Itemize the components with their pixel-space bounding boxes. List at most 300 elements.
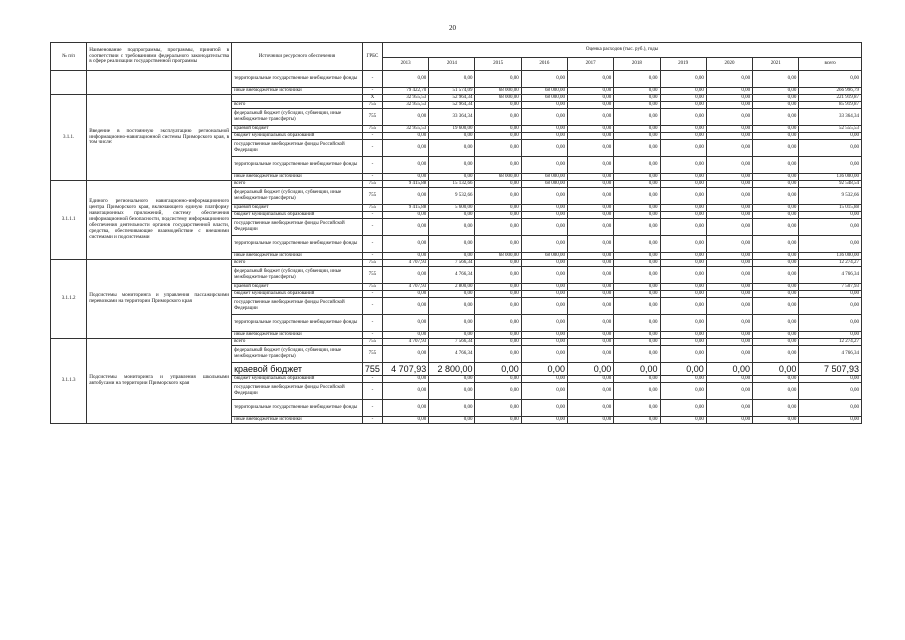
amount-cell: 0,00: [521, 346, 567, 363]
amount-cell: 0,00: [660, 188, 706, 205]
amount-cell: 0,00: [429, 71, 475, 88]
amount-cell: 0,00: [706, 260, 752, 267]
amount-cell: 0,00: [382, 417, 428, 424]
amount-cell: 0,00: [382, 383, 428, 400]
page-number: 20: [449, 24, 456, 32]
amount-cell: 0,00: [568, 212, 614, 219]
amount-cell: 0,00: [429, 157, 475, 174]
amount-cell: 0,00: [382, 298, 428, 315]
amount-cell: 0,00: [429, 400, 475, 417]
amount-cell: 0,00: [614, 95, 660, 102]
amount-cell: 0,00: [706, 140, 752, 157]
amount-cell: 0,00: [568, 102, 614, 109]
amount-cell: 0,00: [521, 383, 567, 400]
amount-cell: 68 000,00: [475, 88, 521, 95]
amount-cell: 0,00: [753, 109, 799, 126]
grbs-code: 755: [362, 181, 382, 188]
amount-cell: 0,00: [521, 339, 567, 346]
amount-cell: 0,00: [706, 400, 752, 417]
amount-cell: 0,00: [706, 346, 752, 363]
funding-source: краевой бюджет: [232, 363, 363, 376]
amount-cell: 0,00: [753, 291, 799, 298]
amount-cell: 7 507,93: [799, 363, 862, 376]
program-name: Единого регионального навигационно-информационного центра Приморского края, включающего единую платформу навигационных приложений, систему обеспечения информационной безопасности, подсистему информационного обеспечения деятельности органов государственной власти, средства, обеспечивающие взаимодействие с внешними системами и подсистемами: [87, 181, 232, 260]
amount-cell: 0,00: [568, 298, 614, 315]
amount-cell: 0,00: [475, 236, 521, 253]
funding-source: территориальные государственные внебюджетные фонды: [232, 400, 363, 417]
amount-cell: 0,00: [475, 284, 521, 291]
funding-source: иные внебюджетные источники: [232, 253, 363, 260]
amount-cell: 0,00: [568, 291, 614, 298]
amount-cell: 0,00: [706, 383, 752, 400]
amount-cell: 0,00: [475, 102, 521, 109]
amount-cell: 0,00: [568, 260, 614, 267]
amount-cell: 0,00: [753, 298, 799, 315]
amount-cell: 0,00: [475, 315, 521, 332]
amount-cell: 0,00: [382, 109, 428, 126]
amount-cell: 0,00: [568, 315, 614, 332]
amount-cell: 0,00: [475, 417, 521, 424]
amount-cell: 0,00: [382, 253, 428, 260]
amount-cell: 0,00: [521, 109, 567, 126]
amount-cell: 136 000,00: [799, 253, 862, 260]
amount-cell: 0,00: [706, 109, 752, 126]
amount-cell: 0,00: [799, 157, 862, 174]
amount-cell: 32 955,53: [382, 102, 428, 109]
funding-source: всего: [232, 102, 363, 109]
amount-cell: 7 566,34: [429, 260, 475, 267]
table-row: [51, 71, 862, 88]
amount-cell: 136 000,00: [799, 174, 862, 181]
amount-cell: 0,00: [475, 298, 521, 315]
grbs-code: -: [362, 157, 382, 174]
amount-cell: 4 707,93: [382, 363, 428, 376]
grbs-code: 755: [362, 363, 382, 376]
grbs-code: -: [362, 291, 382, 298]
grbs-code: -: [362, 174, 382, 181]
amount-cell: 9 532,66: [799, 188, 862, 205]
funding-source: государственные внебюджетные фонды Российской Федерации: [232, 298, 363, 315]
row-number: 3.1.1.2: [51, 260, 87, 339]
amount-cell: 0,00: [475, 363, 521, 376]
amount-cell: 0,00: [568, 284, 614, 291]
amount-cell: 0,00: [799, 291, 862, 298]
amount-cell: 0,00: [521, 102, 567, 109]
grbs-code: -: [362, 298, 382, 315]
header-year: 2014: [429, 58, 475, 71]
amount-cell: 0,00: [475, 212, 521, 219]
amount-cell: 12 274,27: [799, 260, 862, 267]
amount-cell: 0,00: [568, 417, 614, 424]
amount-cell: 0,00: [660, 236, 706, 253]
amount-cell: 0,00: [706, 71, 752, 88]
amount-cell: 0,00: [660, 219, 706, 236]
amount-cell: 2 800,00: [429, 363, 475, 376]
funding-source: иные внебюджетные источники: [232, 88, 363, 95]
amount-cell: 4 766,34: [799, 346, 862, 363]
grbs-code: -: [362, 71, 382, 88]
amount-cell: 4 766,34: [429, 346, 475, 363]
amount-cell: 0,00: [660, 95, 706, 102]
amount-cell: 52 964,34: [429, 95, 475, 102]
grbs-code: 755: [362, 284, 382, 291]
amount-cell: 0,00: [521, 188, 567, 205]
grbs-code: -: [362, 383, 382, 400]
funding-source: территориальные государственные внебюджетные фонды: [232, 157, 363, 174]
amount-cell: 0,00: [568, 174, 614, 181]
amount-cell: 0,00: [706, 188, 752, 205]
grbs-code: 755: [362, 102, 382, 109]
table-row: [51, 260, 862, 267]
grbs-code: -: [362, 332, 382, 339]
header-source: Источники ресурсного обеспечения: [232, 43, 363, 71]
amount-cell: 7 507,93: [799, 284, 862, 291]
amount-cell: 0,00: [799, 140, 862, 157]
amount-cell: 0,00: [568, 332, 614, 339]
amount-cell: 0,00: [799, 332, 862, 339]
amount-cell: 0,00: [614, 140, 660, 157]
amount-cell: 0,00: [660, 174, 706, 181]
amount-cell: 0,00: [706, 88, 752, 95]
amount-cell: 0,00: [382, 157, 428, 174]
amount-cell: 0,00: [568, 126, 614, 133]
amount-cell: 4 766,34: [799, 267, 862, 284]
amount-cell: 0,00: [660, 315, 706, 332]
amount-cell: 0,00: [799, 212, 862, 219]
amount-cell: 0,00: [382, 133, 428, 140]
amount-cell: 0,00: [382, 400, 428, 417]
amount-cell: 0,00: [521, 212, 567, 219]
amount-cell: 0,00: [429, 253, 475, 260]
funding-source: иные внебюджетные источники: [232, 174, 363, 181]
amount-cell: 0,00: [475, 376, 521, 383]
amount-cell: 0,00: [475, 126, 521, 133]
header-grbs: ГРБС: [362, 43, 382, 71]
amount-cell: 0,00: [521, 126, 567, 133]
amount-cell: 0,00: [660, 363, 706, 376]
amount-cell: 0,00: [753, 339, 799, 346]
amount-cell: 0,00: [753, 205, 799, 212]
amount-cell: 0,00: [614, 291, 660, 298]
amount-cell: 0,00: [706, 236, 752, 253]
amount-cell: 5 600,00: [429, 205, 475, 212]
amount-cell: 0,00: [753, 140, 799, 157]
amount-cell: 0,00: [614, 205, 660, 212]
amount-cell: 0,00: [475, 332, 521, 339]
amount-cell: 0,00: [475, 71, 521, 88]
amount-cell: 0,00: [521, 133, 567, 140]
row-number: 3.1.1.1: [51, 181, 87, 260]
amount-cell: 0,00: [799, 383, 862, 400]
amount-cell: 0,00: [753, 332, 799, 339]
amount-cell: 0,00: [706, 133, 752, 140]
amount-cell: 0,00: [475, 205, 521, 212]
amount-cell: 0,00: [614, 315, 660, 332]
amount-cell: 0,00: [568, 400, 614, 417]
amount-cell: 0,00: [660, 284, 706, 291]
amount-cell: 0,00: [799, 298, 862, 315]
amount-cell: 0,00: [614, 109, 660, 126]
amount-cell: 0,00: [706, 95, 752, 102]
amount-cell: 0,00: [660, 267, 706, 284]
amount-cell: 0,00: [614, 133, 660, 140]
grbs-code: 755: [362, 346, 382, 363]
row-number: 3.1.1.3: [51, 339, 87, 424]
amount-cell: 0,00: [706, 181, 752, 188]
amount-cell: 0,00: [706, 291, 752, 298]
amount-cell: 0,00: [706, 102, 752, 109]
amount-cell: 0,00: [614, 298, 660, 315]
amount-cell: 0,00: [614, 417, 660, 424]
amount-cell: 0,00: [799, 133, 862, 140]
amount-cell: 0,00: [706, 126, 752, 133]
amount-cell: 0,00: [799, 236, 862, 253]
amount-cell: 0,00: [475, 267, 521, 284]
amount-cell: 0,00: [521, 315, 567, 332]
amount-cell: 0,00: [706, 417, 752, 424]
amount-cell: 2 800,00: [429, 284, 475, 291]
funding-source: краевой бюджет: [232, 284, 363, 291]
amount-cell: 0,00: [753, 417, 799, 424]
amount-cell: 0,00: [614, 363, 660, 376]
row-number: [51, 71, 87, 95]
amount-cell: 0,00: [568, 95, 614, 102]
amount-cell: 0,00: [521, 140, 567, 157]
amount-cell: 0,00: [475, 291, 521, 298]
amount-cell: 0,00: [429, 376, 475, 383]
amount-cell: 0,00: [475, 109, 521, 126]
amount-cell: 0,00: [660, 417, 706, 424]
amount-cell: 0,00: [475, 140, 521, 157]
amount-cell: 0,00: [568, 383, 614, 400]
amount-cell: 0,00: [753, 133, 799, 140]
funding-source: бюджет муниципальных образований: [232, 376, 363, 383]
amount-cell: 0,00: [660, 346, 706, 363]
header-year: 2020: [706, 58, 752, 71]
amount-cell: 0,00: [429, 383, 475, 400]
amount-cell: 0,00: [382, 212, 428, 219]
funding-source: бюджет муниципальных образований: [232, 291, 363, 298]
amount-cell: 0,00: [475, 219, 521, 236]
amount-cell: 0,00: [614, 267, 660, 284]
grbs-code: 755: [362, 260, 382, 267]
amount-cell: 79 422,70: [382, 88, 428, 95]
amount-cell: 0,00: [706, 363, 752, 376]
grbs-code: 755: [362, 267, 382, 284]
amount-cell: 4 766,34: [429, 267, 475, 284]
amount-cell: 0,00: [753, 284, 799, 291]
amount-cell: 33 364,34: [429, 109, 475, 126]
amount-cell: 0,00: [660, 298, 706, 315]
amount-cell: 0,00: [660, 205, 706, 212]
amount-cell: 15 015,88: [799, 205, 862, 212]
amount-cell: 0,00: [382, 376, 428, 383]
amount-cell: 0,00: [429, 236, 475, 253]
header-year: 2013: [382, 58, 428, 71]
amount-cell: 0,00: [660, 71, 706, 88]
amount-cell: 0,00: [753, 95, 799, 102]
amount-cell: 0,00: [753, 400, 799, 417]
amount-cell: 0,00: [382, 315, 428, 332]
amount-cell: 32 955,53: [382, 95, 428, 102]
amount-cell: 0,00: [660, 140, 706, 157]
amount-cell: 0,00: [614, 376, 660, 383]
amount-cell: 0,00: [753, 212, 799, 219]
amount-cell: 68 000,00: [521, 253, 567, 260]
amount-cell: 9 532,66: [429, 188, 475, 205]
amount-cell: 0,00: [753, 376, 799, 383]
amount-cell: 0,00: [521, 400, 567, 417]
amount-cell: 0,00: [382, 332, 428, 339]
amount-cell: 0,00: [753, 267, 799, 284]
amount-cell: 0,00: [706, 298, 752, 315]
amount-cell: 9 415,88: [382, 181, 428, 188]
amount-cell: 0,00: [521, 71, 567, 88]
amount-cell: 92 548,54: [799, 181, 862, 188]
amount-cell: 0,00: [614, 71, 660, 88]
amount-cell: 0,00: [614, 236, 660, 253]
amount-cell: 0,00: [660, 102, 706, 109]
amount-cell: 68 000,00: [475, 174, 521, 181]
amount-cell: 0,00: [753, 363, 799, 376]
funding-source: федеральный бюджет (субсидии, субвенции, иные межбюджетные трансферты): [232, 346, 363, 363]
amount-cell: 68 000,00: [475, 253, 521, 260]
amount-cell: 0,00: [660, 181, 706, 188]
amount-cell: 0,00: [568, 253, 614, 260]
amount-cell: 0,00: [660, 126, 706, 133]
funding-source: государственные внебюджетные фонды Российской Федерации: [232, 140, 363, 157]
amount-cell: 0,00: [614, 188, 660, 205]
amount-cell: 0,00: [475, 181, 521, 188]
amount-cell: 0,00: [475, 339, 521, 346]
amount-cell: 4 707,93: [382, 339, 428, 346]
amount-cell: 0,00: [429, 298, 475, 315]
amount-cell: 0,00: [475, 133, 521, 140]
amount-cell: 0,00: [382, 267, 428, 284]
amount-cell: 9 415,88: [382, 205, 428, 212]
header-year: 2018: [614, 58, 660, 71]
amount-cell: 68 000,00: [475, 95, 521, 102]
amount-cell: 0,00: [475, 260, 521, 267]
amount-cell: 7 566,34: [429, 339, 475, 346]
amount-cell: 0,00: [753, 102, 799, 109]
row-number: 3.1.1.: [51, 95, 87, 181]
funding-source: территориальные государственные внебюджетные фонды: [232, 236, 363, 253]
table-row: [51, 339, 862, 346]
funding-source: федеральный бюджет (субсидии, субвенции, иные межбюджетные трансферты): [232, 188, 363, 205]
funding-source: федеральный бюджет (субсидии, субвенции, иные межбюджетные трансферты): [232, 109, 363, 126]
amount-cell: 0,00: [660, 383, 706, 400]
amount-cell: 51 574,09: [429, 88, 475, 95]
amount-cell: 0,00: [521, 363, 567, 376]
amount-cell: 0,00: [429, 219, 475, 236]
header-year: 2019: [660, 58, 706, 71]
amount-cell: 0,00: [660, 157, 706, 174]
amount-cell: 0,00: [799, 376, 862, 383]
amount-cell: 0,00: [614, 400, 660, 417]
amount-cell: 0,00: [660, 88, 706, 95]
amount-cell: 0,00: [614, 383, 660, 400]
header-year: всего: [799, 58, 862, 71]
amount-cell: 0,00: [429, 174, 475, 181]
amount-cell: 4 707,93: [382, 284, 428, 291]
amount-cell: 68 000,00: [521, 95, 567, 102]
amount-cell: 0,00: [475, 188, 521, 205]
amount-cell: 0,00: [660, 400, 706, 417]
funding-source: всего: [232, 181, 363, 188]
amount-cell: 0,00: [568, 363, 614, 376]
amount-cell: 0,00: [660, 332, 706, 339]
amount-cell: 0,00: [568, 346, 614, 363]
amount-cell: 0,00: [521, 376, 567, 383]
amount-cell: 0,00: [753, 71, 799, 88]
grbs-code: 755: [362, 109, 382, 126]
funding-source: иные внебюджетные источники: [232, 417, 363, 424]
amount-cell: 0,00: [614, 88, 660, 95]
grbs-code: -: [362, 400, 382, 417]
amount-cell: 0,00: [429, 140, 475, 157]
amount-cell: 0,00: [614, 181, 660, 188]
amount-cell: 0,00: [568, 88, 614, 95]
amount-cell: 0,00: [568, 140, 614, 157]
amount-cell: 0,00: [568, 109, 614, 126]
grbs-code: 755: [362, 126, 382, 133]
amount-cell: 0,00: [568, 157, 614, 174]
amount-cell: 0,00: [753, 315, 799, 332]
amount-cell: 0,00: [753, 260, 799, 267]
funding-source: краевой бюджет: [232, 205, 363, 212]
amount-cell: 0,00: [382, 219, 428, 236]
amount-cell: 0,00: [614, 346, 660, 363]
amount-cell: 0,00: [614, 332, 660, 339]
grbs-code: -: [362, 140, 382, 157]
header-year: 2016: [521, 58, 567, 71]
amount-cell: 0,00: [568, 71, 614, 88]
amount-cell: 266 996,79: [799, 88, 862, 95]
amount-cell: 0,00: [706, 219, 752, 236]
amount-cell: 0,00: [521, 205, 567, 212]
funding-source: всего: [232, 339, 363, 346]
amount-cell: 0,00: [568, 219, 614, 236]
amount-cell: 0,00: [706, 157, 752, 174]
amount-cell: 0,00: [660, 376, 706, 383]
amount-cell: 0,00: [706, 253, 752, 260]
amount-cell: 0,00: [614, 260, 660, 267]
amount-cell: 0,00: [614, 212, 660, 219]
amount-cell: 33 364,34: [799, 109, 862, 126]
amount-cell: 0,00: [568, 188, 614, 205]
amount-cell: 68 000,00: [521, 88, 567, 95]
program-name: Введение в постоянную эксплуатацию региональной информационно-навигационной системы Приморского края, в том числе:: [87, 95, 232, 181]
table-row: [51, 181, 862, 188]
amount-cell: 0,00: [568, 267, 614, 284]
grbs-code: -: [362, 253, 382, 260]
amount-cell: 0,00: [706, 339, 752, 346]
amount-cell: 0,00: [521, 267, 567, 284]
amount-cell: 0,00: [382, 346, 428, 363]
amount-cell: 0,00: [382, 291, 428, 298]
amount-cell: 0,00: [799, 315, 862, 332]
funding-source: бюджет муниципальных образований: [232, 133, 363, 140]
grbs-code: 755: [362, 188, 382, 205]
amount-cell: 0,00: [753, 346, 799, 363]
amount-cell: 0,00: [382, 174, 428, 181]
amount-cell: 0,00: [568, 376, 614, 383]
amount-cell: 0,00: [753, 181, 799, 188]
amount-cell: 0,00: [614, 102, 660, 109]
amount-cell: 0,00: [382, 140, 428, 157]
amount-cell: 0,00: [660, 212, 706, 219]
